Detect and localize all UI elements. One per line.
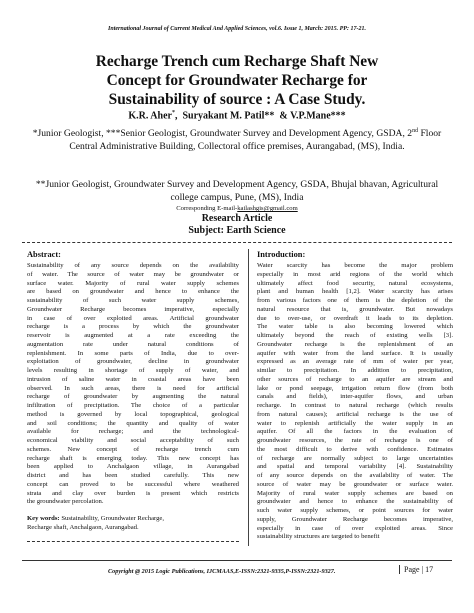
abstract-end-divider (27, 541, 239, 542)
text-line: of any source depends on the availability of water. The (257, 472, 453, 479)
text-line: been applied to Anchalgaon village, in Aurangabad (27, 463, 239, 471)
text-line: and soil conditions; the quantity and quality of water (27, 419, 239, 427)
text-line: are based on groundwater and hence to enhance the (27, 288, 239, 296)
footer-rule (22, 560, 452, 561)
text-line: economical viability and social acceptability of such (27, 437, 239, 444)
keywords (27, 515, 239, 533)
text-line: source of water may be groundwater or surface water. (257, 480, 453, 488)
text-line: sustainability structures are targeted to benefit (257, 533, 380, 541)
text-line: available for recharge; and the technological- (27, 428, 239, 436)
text-line: surface water. Majority of rural water supply schemes (27, 279, 239, 287)
column-divider (248, 249, 249, 546)
text-line: augmentation rate under natural conditions of (27, 340, 239, 348)
page-number: Page | 17 (399, 565, 433, 574)
text-line: sustainability of such water supply schemes, (27, 297, 239, 304)
paper-title (40, 52, 434, 109)
text-line: observed. In such areas, there is need for artificial (27, 384, 239, 392)
text-line: Majority of rural water supply schemes are based on (257, 489, 453, 497)
email-link[interactable]: kailashgis@gmail.com (237, 205, 298, 212)
text-line: and spatial and temporal variability [4]. Sustainability (257, 463, 453, 471)
text-line: due to over-use, or overdraft it leads to its depletion. (257, 314, 453, 322)
author-separator: , (174, 110, 183, 122)
subject-line: Subject: Earth Science (188, 225, 286, 236)
text-line: Groundwater Recharge becomes imperative, especially (27, 305, 239, 313)
affiliation-text: Floor Central Administrative Building, Collectoral office premises, Aurangabad, (MS), India. (69, 128, 442, 152)
text-line: especially in case of over exploited areas. Since (257, 524, 453, 532)
abstract-heading: Abstract: (27, 250, 61, 259)
title-line: Sustainability of source : A Case Study. (108, 91, 366, 108)
author-mark: * (171, 110, 175, 116)
text-line: infiltration of precipitation. The choice of a particular (27, 402, 239, 409)
text-line: recharge. In contrast to natural recharge (which results (257, 402, 453, 409)
author-name: Suryakant M. Patil** (182, 110, 275, 122)
text-line: The water table is also becoming lowered which (257, 323, 453, 331)
author-name: V.P.Mane*** (290, 110, 346, 122)
text-line: in case of over exploited areas. Artificial groundwater (27, 314, 239, 322)
text-line: levels resulting in shortage of supply of water, and (27, 367, 239, 374)
title-line: Concept for Groundwater Recharge for (106, 72, 368, 89)
text-line: from natural causes); artificial recharge is the use of (257, 410, 453, 418)
affiliation-text: *Junior Geologist, ***Senior Geologist, Groundwater Survey and Development Agency, GSDA, 2 (32, 128, 413, 140)
keywords-text: Recharge shaft, Anchalgaon, Aurangabad. (27, 523, 139, 531)
text-line: intrusion of saline water in coastal areas have been (27, 375, 239, 383)
text-line: aquifer with water from the land surface. It is usually (257, 349, 453, 357)
text-line: Water scarcity has become the major problem (257, 262, 453, 269)
text-line: schemes. New concept of recharge trench cum (27, 445, 239, 453)
text-line: the groundwater percolation. (27, 498, 104, 506)
text-line: the most difficult to derive with confidence. Estimates (257, 445, 453, 453)
article-type: Research Article (201, 213, 273, 224)
introduction-body (257, 262, 453, 542)
text-line: natural resource that is, groundwater. But nowadays (257, 305, 453, 313)
text-line: aquifer. Of all the factors in the evaluation of (257, 428, 453, 436)
text-line: especially in most arid regions of the world which (257, 270, 453, 278)
text-line: expressed as an average rate of mm of water per year, (257, 358, 453, 366)
affiliation-sup: nd (412, 128, 419, 134)
abstract-body (27, 262, 239, 507)
text-line: recharge of groundwater by augmenting the natural (27, 393, 239, 401)
author-name: K.R. Aher (128, 110, 172, 122)
affiliation-1 (30, 125, 444, 153)
text-line: groundwater resources, the rate of recharge is one of (257, 437, 453, 444)
text-line: supply, Groundwater Recharge becomes imperative, (257, 515, 453, 523)
journal-header: International Journal of Current Medical And Applied Sciences, vol.6. Issue 1, March: 2015. PP: 17-21. (108, 26, 366, 32)
text-line: of recharge are normally subject to large uncertainties (257, 454, 453, 462)
section-divider (22, 242, 452, 243)
text-line: exploitation of groundwater, decline in groundwater (27, 358, 239, 366)
corresponding-email (0, 205, 474, 212)
text-line: replenishment. In some parts of India, due to over- (27, 349, 239, 357)
text-line: recharge is a process by which the groundwater (27, 323, 239, 331)
text-line: from various factors one of them is the depletion of the (257, 297, 453, 304)
text-line: ultimately beyond the reach of existing wells [3]. (257, 332, 453, 339)
text-line: recharge shaft is emerging today. This new concept has (27, 454, 239, 462)
text-line: canals and fields), inter-aquifer flows, and urban (257, 393, 453, 401)
text-line: groundwater and hence to enhance the sustainability of (257, 498, 453, 506)
text-line: other sources of recharge to an aquifer are stream and (257, 375, 453, 383)
text-line: method is governed by local topographical, geological (27, 410, 239, 418)
title-line: Recharge Trench cum Recharge Shaft New (95, 53, 379, 70)
text-line: reservoir is augmented at a rate exceeding the (27, 332, 239, 339)
text-line: Sustainability of any source depends on the availability (27, 262, 239, 269)
text-line: Groundwater recharge is the replenishment of an (257, 340, 453, 348)
author-separator: & (274, 110, 291, 122)
text-line: lake or pond seepage, irrigation return flow (from both (257, 384, 453, 392)
text-line: district and has been studied carefully. This new (27, 472, 239, 479)
keywords-text: Sustainability, Groundwater Recharge, (59, 515, 165, 522)
text-line: such water supply schemes, or point sources for water (257, 507, 453, 514)
introduction-heading: Introduction: (257, 250, 306, 259)
author-list (0, 110, 474, 121)
text-line: strata and clay over burden is present which restricts (27, 489, 239, 497)
keywords-label: Key words: (27, 515, 60, 522)
text-line: concept can proved to be successful where weathered (27, 480, 239, 488)
copyright-footer: Copyright @ 2015 Logic Publications, IJCMAAS,E-ISSN:2321-9335,P-ISSN:2321-9327. (108, 568, 336, 575)
text-line: ultimately affect food security, natural ecosystems, (257, 279, 453, 287)
affiliation-2: **Junior Geologist, Groundwater Survey and Development Agency, GSDA, Bhujal bhavan, Agricultural college campus, Pune, (MS), India (35, 179, 439, 203)
text-line: plant and human health [1,2]. Water scarcity has arises (257, 288, 453, 296)
text-line: of water. The source of water may be groundwater or (27, 270, 239, 278)
email-label: Corresponding E-mail- (176, 205, 238, 212)
text-line: water to replenish artificially the water supply in an (257, 419, 453, 427)
text-line: similar to precipitation. In addition to precipitation, (257, 367, 453, 374)
